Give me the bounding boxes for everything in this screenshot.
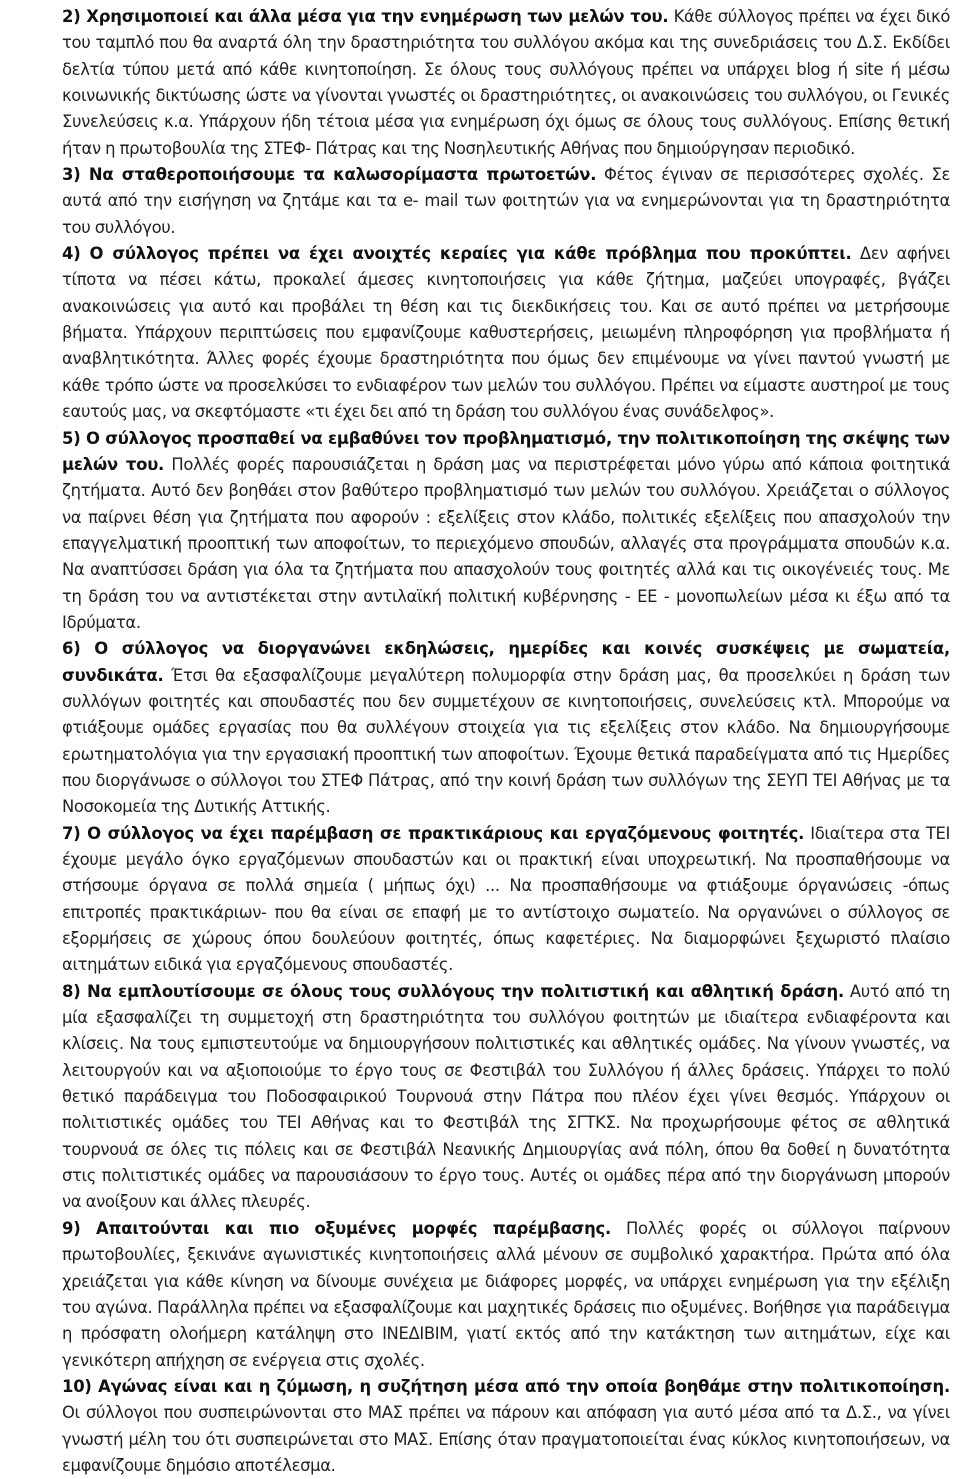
paragraph-text: Οι σύλλογοι που συσπειρώνονται στο ΜΑΣ πρέπει να πάρουν και απόφαση για αυτό μέσα από τα Δ.Σ., να γίνει γνωστή μέλη του ότι συσπειρώνεται στο ΜΑΣ. Επίσης όταν πραγματοποιείται ένας κύκλος κινητοποιήσεων, να εμφανίζουμε δημόσιο αποτέλεσμα.	[62, 1403, 950, 1475]
paragraph-5	[62, 426, 950, 637]
paragraph-10	[62, 1374, 950, 1479]
paragraph-text: Πολλές φορές παρουσιάζεται η δράση μας να περιστρέφεται μόνο γύρω από κάποια φοιτητικά ζητήματα. Αυτό δεν βοηθάει στον βαθύτερο προβληματισμό των μελών του συλλόγου. Χρειάζεται ο σύλλογος να παίρνει θέση για ζητήματα που αφορούν : εξελίξεις στον κλάδο, πολιτικές εξελίξεις που απασχολούν την επαγγελματική προοπτική των αποφοίτων, το περιεχόμενο σπουδών, αλλαγές στα προγράμματα σπουδών κ.α. Να αναπτύσσει δράση για όλα τα ζητήματα που απασχολούν τους φοιτητές αλλά και τις οικογένειές τους. Με τη δράση του να αντιστέκεται στην αντιλαϊκή πολιτική κυβέρνησης - ΕΕ - μονοπωλείων μέσα κι έξω από τα Ιδρύματα.	[62, 454, 950, 632]
paragraph-9	[62, 1216, 950, 1374]
paragraph-text: Αυτό από τη μία εξασφαλίζει τη συμμετοχή στη δραστηριότητα του συλλόγου φοιτητών με ιδιαίτερα ενδιαφέροντα και κλίσεις. Να τους εμπιστευτούμε να δημιουργήσουν πολιτιστικές και αθλητικές ομάδες. Να γίνουν γνωστές, να λειτουργούν και να αξιοποιούμε το έργο τους σε Φεστιβάλ του Συλλόγου ή άλλες δράσεις. Υπάρχει το πολύ θετικό παράδειγμα του Ποδοσφαιρικού Τουρνουά στην Πάτρα που πλέον έχει γίνει θεσμός. Υπάρχουν οι πολιτιστικές ομάδες του ΤΕΙ Αθήνας και το Φεστιβάλ της ΣΓΤΚΣ. Να προχωρήσουμε φέτος σε αθλητικά τουρνουά σε όλες τις πόλεις και σε Φεστιβάλ Νεανικής Δημιουργίας ανά πόλη, όπου θα δοθεί η δυνατότητα στις πολιτιστικές ομάδες να παρουσιάσουν το έργο τους. Αυτές οι ομάδες πέρα από την διοργάνωση μπορούν να ανοίξουν και άλλες πλευρές.	[62, 981, 950, 1212]
paragraph-8	[62, 979, 950, 1216]
paragraph-heading: 4) Ο σύλλογος πρέπει να έχει ανοιχτές κεραίες για κάθε πρόβλημα που προκύπτει.	[62, 244, 852, 264]
paragraph-text: Ιδιαίτερα στα ΤΕΙ έχουμε μεγάλο όγκο εργαζόμενων σπουδαστών και οι πρακτική είναι υποχρεωτική. Να προσπαθήσουμε να στήσουμε όργανα σε πολλά σημεία ( μήπως όχι) ... Να προσπαθήσουμε να φτιάξουμε όργανώσεις -όπως επιτροπές πρακτικάριων- που θα είναι σε επαφή με το αντίστοιχο σωματείο. Να οργανώνει ο σύλλογος σε εξορμήσεις σε χώρους όπου δουλεύουν φοιτητές, όπως καφετέριες. Να διαμορφώνει ξεχωριστό πλαίσιο αιτημάτων ειδικά για εργαζόμενους σπουδαστές.	[62, 823, 950, 975]
paragraph-heading: 2) Χρησιμοποιεί και άλλα μέσα για την ενημέρωση των μελών του.	[62, 7, 669, 26]
paragraph-heading: 8) Να εμπλουτίσουμε σε όλους τους συλλόγους την πολιτιστική και αθλητική δράση.	[62, 981, 844, 1001]
paragraph-text: Δεν αφήνει τίποτα να πέσει κάτω, προκαλεί άμεσες κινητοποιήσεις για κάθε ζήτημα, μαζεύει υπογραφές, βγάζει ανακοινώσεις για αυτό και προβάλει τη θέση και τις διεκδικήσεις του. Και σε αυτό πρέπει να μετρήσουμε βήματα. Υπάρχουν περιπτώσεις που εμφανίζουμε καθυστερήσεις, μειωμένη πληροφόρηση για προβλήματα ή αναβλητικότητα. Άλλες φορές έχουμε δραστηριότητα που όμως δεν επιμένουμε να γίνει παντού γνωστή με κάθε τρόπο ώστε να προσελκύσει το ενδιαφέρον των μελών του συλλόγου. Πρέπει να είμαστε αυστηροί με τους εαυτούς μας, να σκεφτόμαστε «τι έχει δει από τη δράση του συλλόγου ένας συνάδελφος».	[62, 244, 950, 422]
paragraph-heading: 7) Ο σύλλογος να έχει παρέμβαση σε πρακτικάριους και εργαζόμενους φοιτητές.	[62, 823, 805, 843]
paragraph-2	[62, 4, 950, 162]
paragraph-heading: 6) Ο σύλλογος να διοργανώνει εκδηλώσεις, ημερίδες και κοινές συσκέψεις με σωματεία, συνδικάτα.	[62, 639, 950, 685]
paragraph-4	[62, 241, 950, 425]
paragraph-text: Φέτος έγιναν σε περισσότερες σχολές. Σε αυτά από την εισήγηση να ζητάμε και τα e- mail των φοιτητών για να ενημερώνονται για τη δραστηριότητα του συλλόγου.	[62, 165, 950, 237]
paragraph-heading: 5) Ο σύλλογος προσπαθεί να εμβαθύνει τον προβληματισμό, την πολιτικοποίηση της σκέψης των μελών του.	[62, 428, 950, 474]
paragraph-text: Κάθε σύλλογος πρέπει να έχει δικό του ταμπλό που θα αναρτά όλη την δραστηριότητα του συλλόγου ακόμα και της συνεδριάσεις του Δ.Σ. Εκδίδει δελτία τύπου μετά από κάθε κινητοποίηση. Σε όλους τους συλλόγους πρέπει να υπάρχει blog ή site ή μέσω κοινωνικής δικτύωσης ώστε να γίνονται γνωστές οι δραστηριότητες, οι ανακοινώσεις του συλλόγου, οι Γενικές Συνελεύσεις κ.α. Υπάρχουν ήδη τέτοια μέσα για ενημέρωση όχι όμως σε όλους τους συλλόγους. Επίσης θετική ήταν η πρωτοβουλία της ΣΤΕΦ- Πάτρας και της Νοσηλευτικής Αθήνας που δημιούργησαν περιοδικό.	[62, 7, 950, 158]
paragraph-3	[62, 162, 950, 241]
paragraph-heading: 9) Απαιτούνται και πιο οξυμένες μορφές παρέμβασης.	[62, 1218, 612, 1238]
paragraph-text: Έτσι θα εξασφαλίζουμε μεγαλύτερη πολυμορφία στην δράση μας, θα προσελκύει η δράση των συλλόγων φοιτητές και σπουδαστές που δεν συμμετέχουν σε κινητοποιήσεις, συνελεύσεις κτλ. Μπορούμε να φτιάξουμε ομάδες εργασίας που θα συλλέγουν στοιχεία για τις εξελίξεις στον κλάδο. Να δημιουργήσουμε ερωτηματολόγια για την εργασιακή προοπτική των αποφοίτων. Έχουμε θετικά παραδείγματα από τις Ημερίδες που διοργάνωσε ο σύλλογοι του ΣΤΕΦ Πάτρας, από την κοινή δράση των συλλόγων της ΣΕΥΠ ΤΕΙ Αθήνας με τα Νοσοκομεία της Δυτικής Αττικής.	[62, 665, 950, 817]
paragraph-text: Πολλές φορές οι σύλλογοι παίρνουν πρωτοβουλίες, ξεκινάνε αγωνιστικές κινητοποιήσεις αλλά μένουν σε συμβολικό χαρακτήρα. Πρώτα από όλα χρειάζεται για κάθε κίνηση να δίνουμε συνέχεια με διάφορες μορφές, να υπάρχει ενημέρωση για την εξέλιξη του αγώνα. Παράλληλα πρέπει να εξασφαλίζουμε και μαχητικές δράσεις πιο οξυμένες. Βοήθησε για παράδειγμα η πρόσφατη ολοήμερη κατάληψη στο ΙΝΕΔΙΒΙΜ, γιατί εκτός από την κατάκτηση των αιτημάτων, είχε και γενικότερη απήχηση σε ενέργεια στις σχολές.	[62, 1218, 951, 1370]
paragraph-6	[62, 636, 950, 820]
paragraph-heading: 3) Να σταθεροποιήσουμε τα καλωσορίμαστα πρωτοετών.	[62, 165, 597, 185]
paragraph-heading: 10) Αγώνας είναι και η ζύμωση, η συζήτηση μέσα από την οποία βοηθάμε στην πολιτικοποίηση.	[62, 1376, 950, 1396]
paragraph-7	[62, 821, 950, 979]
